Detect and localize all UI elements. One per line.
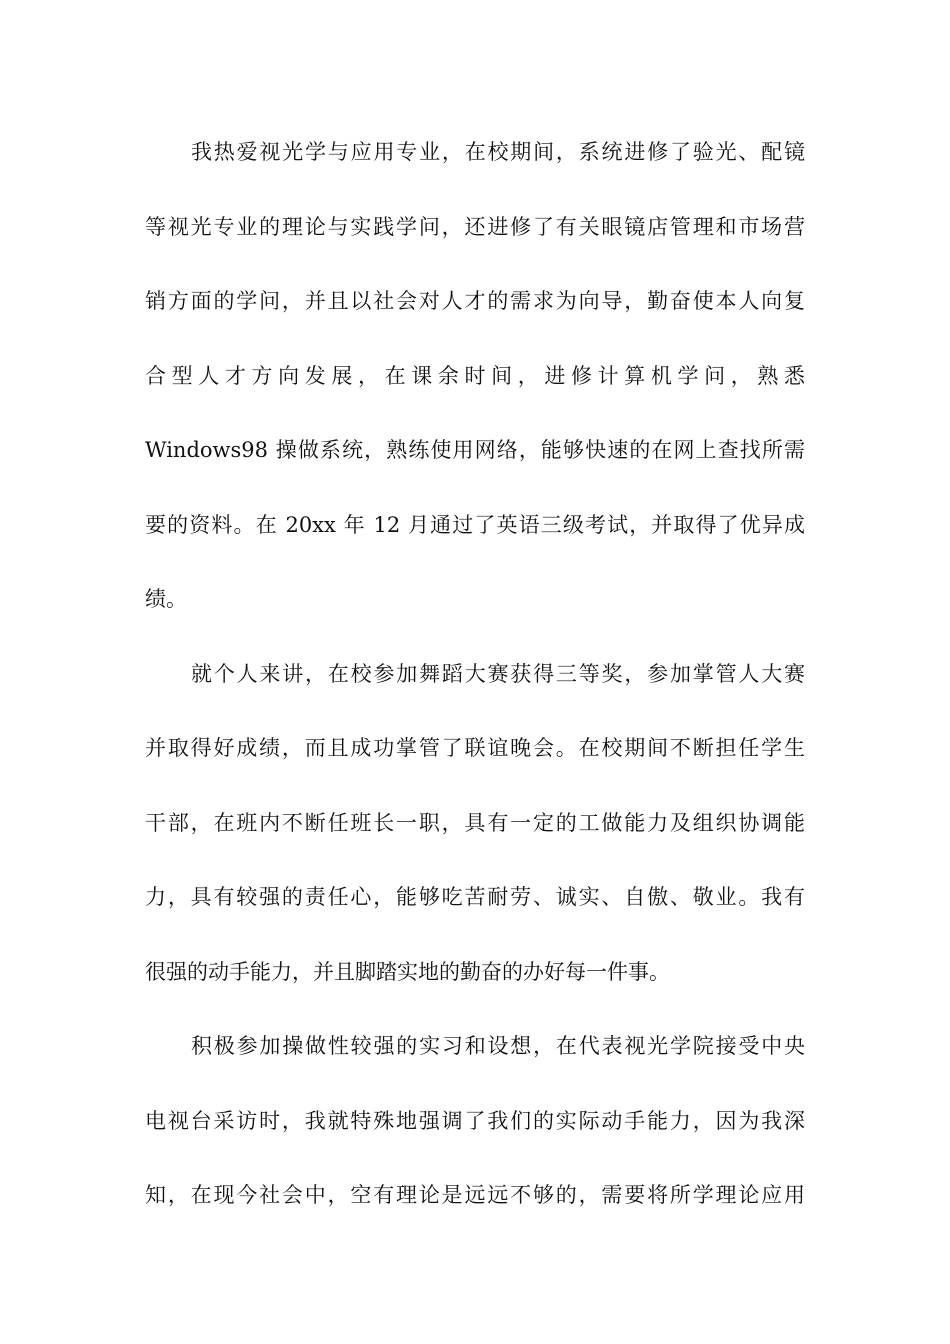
- text-line: 知，在现今社会中，空有理论是远远不够的，需要将所学理论应用: [145, 1183, 805, 1207]
- text-line: 要的资料。在 20xx 年 12 月通过了英语三级考试，并取得了优异成: [145, 512, 805, 537]
- text-line: 等视光专业的理论与实践学问，还进修了有关眼镜店管理和市场营: [145, 214, 805, 239]
- text-line: 销方面的学问，并且以社会对人才的需求为向导，勤奋使本人向复: [145, 289, 805, 313]
- text-line: 我热爱视光学与应用专业，在校期间，系统进修了验光、配镜: [191, 140, 805, 164]
- text-line: 并取得好成绩，而且成功掌管了联谊晚会。在校期间不断担任学生: [145, 736, 805, 760]
- paragraph-1: [145, 132, 805, 654]
- document-body: [145, 132, 805, 1250]
- text-line: 绩。: [145, 587, 187, 611]
- text-line: 电视台采访时，我就特殊地强调了我们的实际动手能力，因为我深: [145, 1108, 805, 1133]
- text-line: 力，具有较强的责任心，能够吃苦耐劳、诚实、自傲、敬业。我有: [145, 885, 805, 909]
- text-line: Windows98 操做系统，熟练使用网络，能够快速的在网上查找所需: [145, 438, 805, 462]
- text-line: 很强的动手能力，并且脚踏实地的勤奋的办好每一件事。: [145, 959, 670, 984]
- paragraph-2: [145, 654, 805, 1027]
- text-line: 就个人来讲，在校参加舞蹈大赛获得三等奖，参加掌管人大赛: [191, 661, 805, 686]
- text-line: 干部，在班内不断任班长一职，具有一定的工做能力及组织协调能: [145, 810, 805, 835]
- text-line: 合型人才方向发展，在课余时间，进修计算机学问，熟悉: [145, 363, 805, 388]
- paragraph-3: [145, 1026, 805, 1250]
- text-line: 积极参加操做性较强的实习和设想，在代表视光学院接受中央: [191, 1034, 805, 1058]
